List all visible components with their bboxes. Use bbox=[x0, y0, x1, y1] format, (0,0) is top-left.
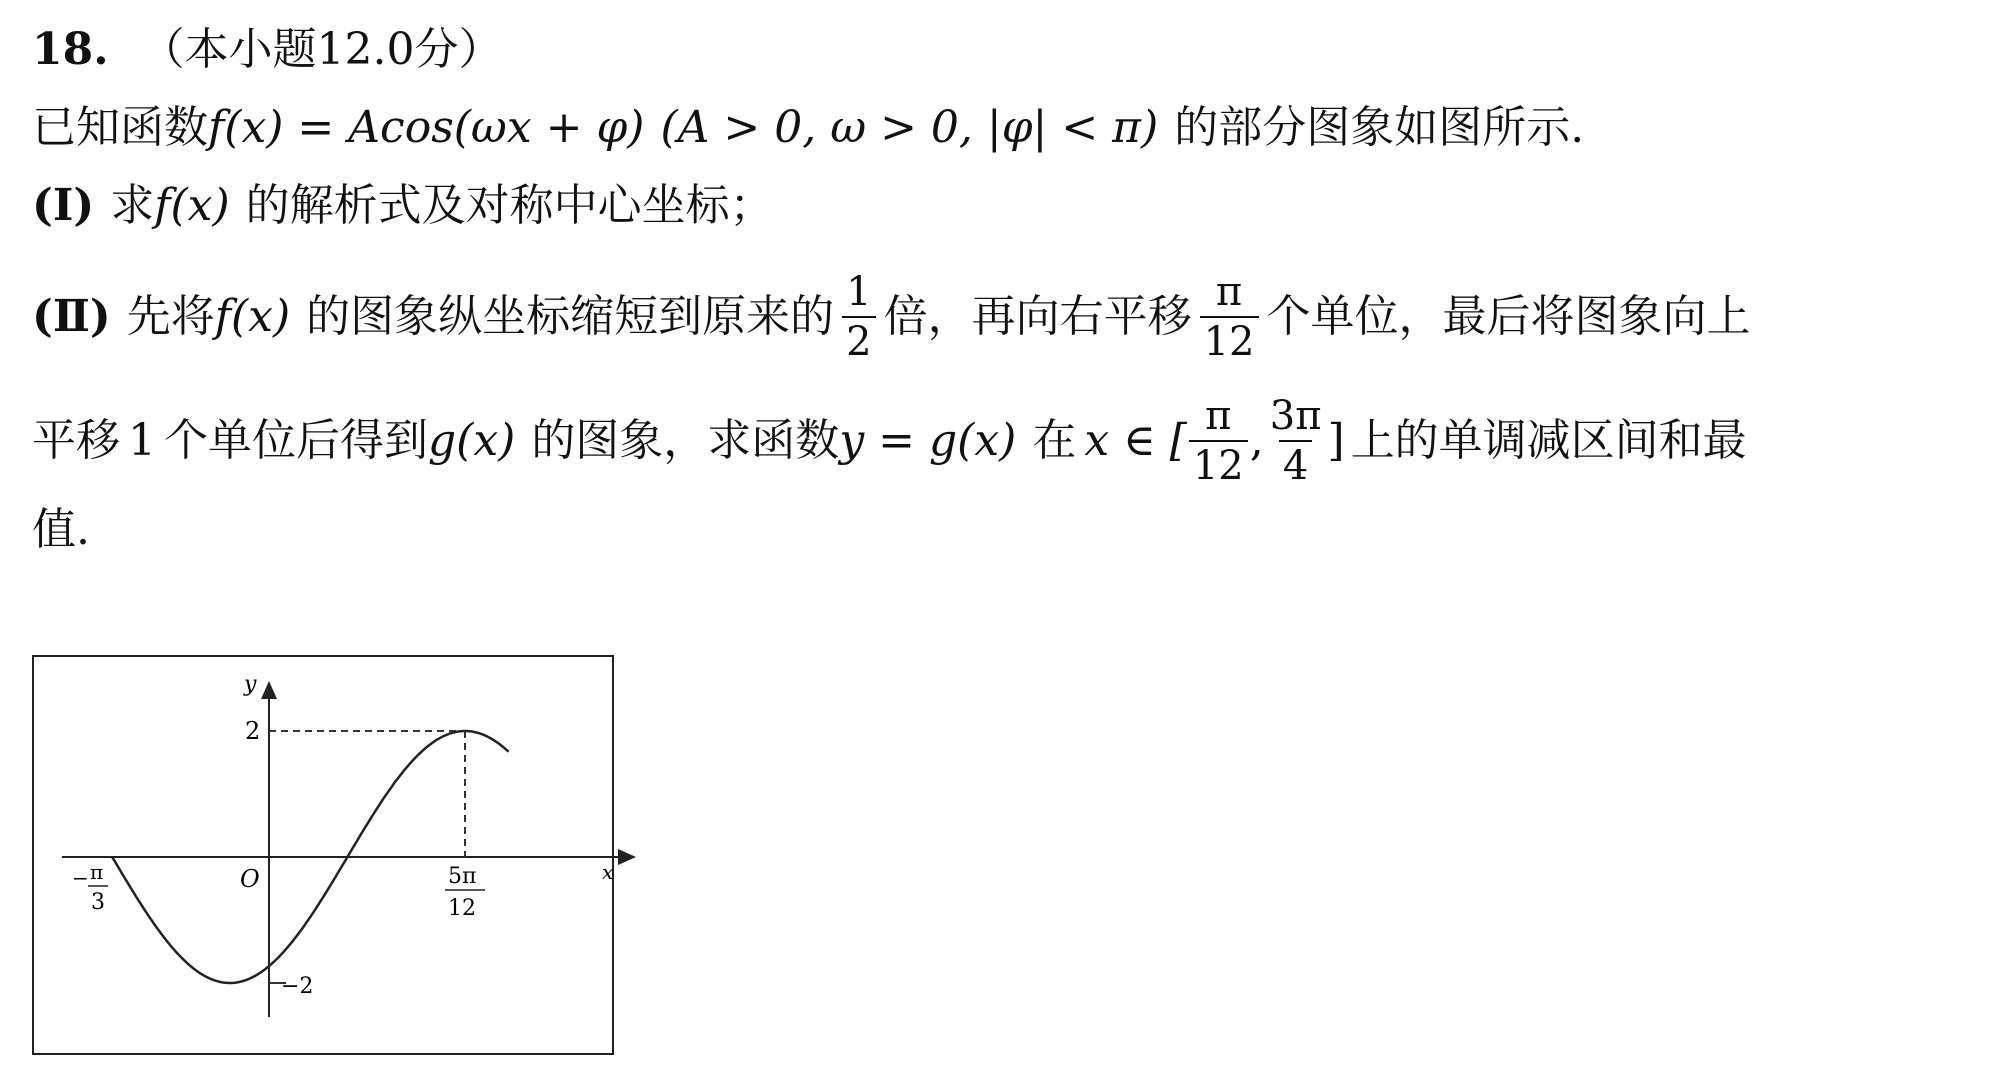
part-2-t4: 平移 bbox=[32, 415, 120, 466]
fraction-one-half bbox=[842, 269, 875, 365]
part-2-t3: 个单位，最后将图象向上 bbox=[1266, 291, 1751, 342]
function-graph bbox=[34, 657, 612, 1053]
part-2-y-eq-gx: y = g(x) bbox=[839, 415, 1017, 466]
interval-comma: , bbox=[1249, 415, 1264, 466]
part-2-t9: 值. bbox=[32, 504, 90, 555]
part-2-line-3 bbox=[32, 500, 90, 560]
part-2-t2: 倍，再向右平移 bbox=[883, 291, 1192, 342]
stem-text: 已知函数 bbox=[32, 102, 208, 153]
part-1-label: (Ⅰ) bbox=[32, 180, 95, 231]
part-2-pre: 先将 bbox=[126, 291, 215, 342]
peak-x-numerator: 5π bbox=[448, 864, 477, 889]
fraction-numerator: π bbox=[1205, 393, 1232, 439]
interval-close: ] bbox=[1327, 415, 1345, 466]
fraction-pi-12 bbox=[1200, 269, 1259, 365]
function-graph-figure bbox=[32, 655, 614, 1055]
fraction-numerator: 1 bbox=[846, 269, 872, 315]
question-number: 18. bbox=[32, 24, 109, 75]
part-2-t5: 个单位后得到 bbox=[164, 415, 428, 466]
part-2-x-in: x ∈ [ bbox=[1084, 415, 1187, 466]
question-points: （本小题12.0分） bbox=[140, 24, 503, 75]
y-min-label: −2 bbox=[281, 974, 314, 999]
part-1-post: 的解析式及对称中心坐标； bbox=[245, 180, 774, 231]
part-2-one: 1 bbox=[128, 415, 156, 466]
part-2-t6: 的图象，求函数 bbox=[531, 415, 840, 466]
part-2-label: (Ⅱ) bbox=[32, 291, 111, 342]
stem-post: 的部分图象如图所示. bbox=[1174, 102, 1585, 153]
part-2-t8: 上的单调减区间和最 bbox=[1350, 415, 1747, 466]
part-2-gx: g(x) bbox=[428, 415, 516, 466]
left-zero-numerator: π bbox=[90, 860, 104, 884]
part-2-fx: f(x) bbox=[214, 291, 291, 342]
part-2-line-1 bbox=[32, 269, 1751, 365]
fraction-numerator: π bbox=[1215, 269, 1243, 315]
left-zero-denominator: 3 bbox=[91, 890, 105, 915]
part-1-fx: f(x) bbox=[154, 180, 230, 231]
origin-label: O bbox=[240, 865, 260, 893]
fraction-denominator: 12 bbox=[1189, 440, 1248, 486]
part-2-t7: 在 bbox=[1032, 415, 1077, 466]
fraction-numerator: 3π bbox=[1269, 393, 1322, 439]
part-2-t1: 的图象纵坐标缩短到原来的 bbox=[306, 291, 835, 342]
stem-eq: = bbox=[283, 102, 349, 153]
fraction-denominator: 4 bbox=[1279, 440, 1312, 486]
stem-condition: (A > 0, ω > 0, |φ| < π) bbox=[660, 102, 1159, 153]
part-1 bbox=[32, 176, 774, 236]
left-zero-sign: − bbox=[72, 866, 89, 890]
peak-x-denominator: 12 bbox=[448, 896, 476, 921]
part-2-line-2 bbox=[32, 393, 1747, 489]
fraction-denominator: 2 bbox=[842, 316, 875, 362]
question-stem bbox=[32, 98, 1584, 158]
fraction-denominator: 12 bbox=[1200, 316, 1259, 362]
y-axis-label: y bbox=[244, 672, 257, 697]
stem-fx: f(x) bbox=[208, 102, 284, 153]
x-axis-label: x bbox=[602, 860, 614, 884]
stem-expr: Acos(ωx + φ) bbox=[348, 102, 645, 153]
fraction-3pi-4 bbox=[1266, 393, 1326, 489]
y-max-label: 2 bbox=[245, 717, 261, 745]
fraction-pi-12-interval bbox=[1189, 393, 1248, 489]
question-header bbox=[32, 20, 503, 80]
part-1-pre: 求 bbox=[110, 180, 155, 231]
